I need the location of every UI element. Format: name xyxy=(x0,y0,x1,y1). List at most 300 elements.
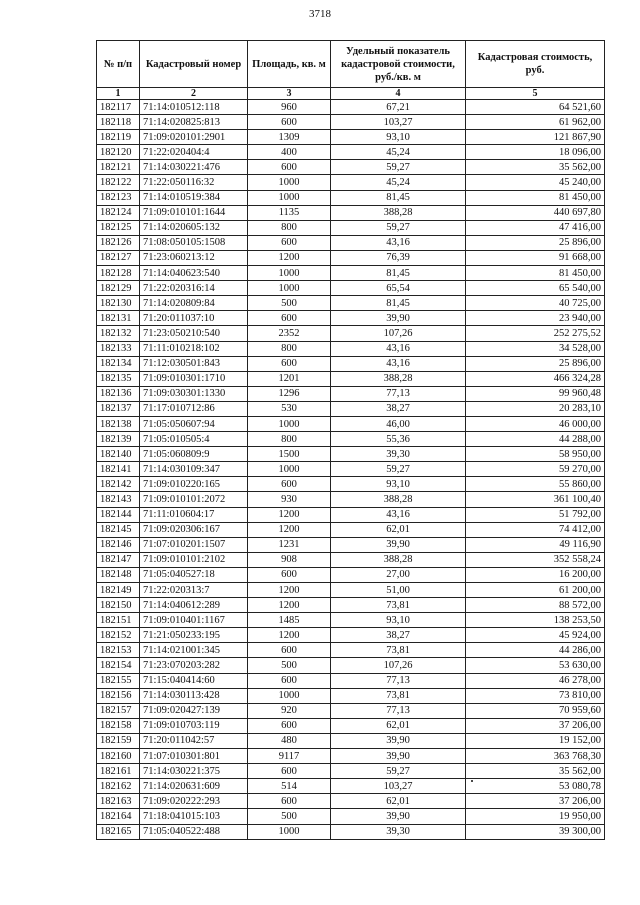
specific-value-cell: 46,00 xyxy=(331,416,466,431)
cadastral-value-cell: 53 630,00 xyxy=(466,658,605,673)
row-number-cell: 182132 xyxy=(97,326,140,341)
row-number-cell: 182144 xyxy=(97,507,140,522)
table-row xyxy=(97,235,605,250)
area-cell: 600 xyxy=(248,764,331,779)
row-number-cell: 182120 xyxy=(97,145,140,160)
table-row xyxy=(97,386,605,401)
cadastral-number-cell: 71:05:040522:488 xyxy=(140,824,248,839)
cadastral-number-cell: 71:14:020605:132 xyxy=(140,220,248,235)
cadastral-value-cell: 45 240,00 xyxy=(466,175,605,190)
area-cell: 1135 xyxy=(248,205,331,220)
cadastral-value-cell: 59 270,00 xyxy=(466,462,605,477)
specific-value-cell: 43,16 xyxy=(331,356,466,371)
specific-value-cell: 62,01 xyxy=(331,794,466,809)
cadastral-value-cell: 20 283,10 xyxy=(466,401,605,416)
cadastral-value-cell: 49 116,90 xyxy=(466,537,605,552)
row-number-cell: 182165 xyxy=(97,824,140,839)
specific-value-cell: 39,90 xyxy=(331,749,466,764)
row-number-cell: 182162 xyxy=(97,779,140,794)
row-number-cell: 182136 xyxy=(97,386,140,401)
specific-value-cell: 45,24 xyxy=(331,175,466,190)
specific-value-cell: 77,13 xyxy=(331,673,466,688)
area-cell: 1201 xyxy=(248,371,331,386)
cadastral-value-cell: 47 416,00 xyxy=(466,220,605,235)
specific-value-cell: 77,13 xyxy=(331,386,466,401)
table-row xyxy=(97,673,605,688)
specific-value-cell: 51,00 xyxy=(331,583,466,598)
area-cell: 1231 xyxy=(248,537,331,552)
cadastral-number-cell: 71:23:070203:282 xyxy=(140,658,248,673)
specific-value-cell: 39,90 xyxy=(331,809,466,824)
cadastral-number-cell: 71:07:010301:801 xyxy=(140,749,248,764)
specific-value-cell: 76,39 xyxy=(331,250,466,265)
cadastral-value-cell: 64 521,60 xyxy=(466,100,605,115)
cadastral-value-cell: 252 275,52 xyxy=(466,326,605,341)
area-cell: 1000 xyxy=(248,824,331,839)
area-cell: 514 xyxy=(248,779,331,794)
area-cell: 908 xyxy=(248,552,331,567)
specific-value-cell: 45,24 xyxy=(331,145,466,160)
area-cell: 1500 xyxy=(248,447,331,462)
area-cell: 800 xyxy=(248,341,331,356)
table-row xyxy=(97,492,605,507)
area-cell: 1200 xyxy=(248,250,331,265)
table-row xyxy=(97,733,605,748)
specific-value-cell: 39,90 xyxy=(331,733,466,748)
cadastral-value-cell: 37 206,00 xyxy=(466,794,605,809)
area-cell: 600 xyxy=(248,718,331,733)
row-number-cell: 182130 xyxy=(97,296,140,311)
cadastral-value-cell: 61 962,00 xyxy=(466,115,605,130)
row-number-cell: 182122 xyxy=(97,175,140,190)
area-cell: 1485 xyxy=(248,613,331,628)
row-number-cell: 182150 xyxy=(97,598,140,613)
area-cell: 1296 xyxy=(248,386,331,401)
column-number: 4 xyxy=(331,88,466,100)
cadastral-number-cell: 71:22:020313:7 xyxy=(140,583,248,598)
area-cell: 600 xyxy=(248,477,331,492)
row-number-cell: 182155 xyxy=(97,673,140,688)
cadastral-number-cell: 71:09:030301:1330 xyxy=(140,386,248,401)
area-cell: 600 xyxy=(248,794,331,809)
specific-value-cell: 93,10 xyxy=(331,477,466,492)
table-row xyxy=(97,250,605,265)
row-number-cell: 182118 xyxy=(97,115,140,130)
cadastral-value-cell: 34 528,00 xyxy=(466,341,605,356)
specific-value-cell: 62,01 xyxy=(331,522,466,537)
table-row xyxy=(97,718,605,733)
table-row xyxy=(97,326,605,341)
table-row xyxy=(97,266,605,281)
cadastral-value-cell: 121 867,90 xyxy=(466,130,605,145)
specific-value-cell: 73,81 xyxy=(331,598,466,613)
row-number-cell: 182157 xyxy=(97,703,140,718)
specific-value-cell: 67,21 xyxy=(331,100,466,115)
row-number-cell: 182121 xyxy=(97,160,140,175)
cadastral-number-cell: 71:12:030501:843 xyxy=(140,356,248,371)
header-cadastral-number: Кадастровый номер xyxy=(140,41,248,88)
row-number-cell: 182125 xyxy=(97,220,140,235)
header-area: Площадь, кв. м xyxy=(248,41,331,88)
column-number: 1 xyxy=(97,88,140,100)
area-cell: 530 xyxy=(248,401,331,416)
table-row xyxy=(97,130,605,145)
cadastral-value-cell: 99 960,48 xyxy=(466,386,605,401)
row-number-cell: 182154 xyxy=(97,658,140,673)
row-number-cell: 182151 xyxy=(97,613,140,628)
table-row xyxy=(97,749,605,764)
row-number-cell: 182137 xyxy=(97,401,140,416)
cadastral-number-cell: 71:09:010101:2072 xyxy=(140,492,248,507)
cadastral-number-cell: 71:09:020101:2901 xyxy=(140,130,248,145)
cadastral-value-cell: 37 206,00 xyxy=(466,718,605,733)
table-row xyxy=(97,190,605,205)
table-row xyxy=(97,477,605,492)
row-number-cell: 182146 xyxy=(97,537,140,552)
cadastral-number-cell: 71:14:020825:813 xyxy=(140,115,248,130)
specific-value-cell: 43,16 xyxy=(331,341,466,356)
specific-value-cell: 39,90 xyxy=(331,311,466,326)
area-cell: 800 xyxy=(248,432,331,447)
row-number-cell: 182153 xyxy=(97,643,140,658)
row-number-cell: 182117 xyxy=(97,100,140,115)
table-row xyxy=(97,432,605,447)
specific-value-cell: 81,45 xyxy=(331,266,466,281)
row-number-cell: 182143 xyxy=(97,492,140,507)
cadastral-number-cell: 71:14:030221:476 xyxy=(140,160,248,175)
cadastral-number-cell: 71:14:010519:384 xyxy=(140,190,248,205)
cadastral-value-cell: 40 725,00 xyxy=(466,296,605,311)
specific-value-cell: 81,45 xyxy=(331,190,466,205)
specific-value-cell: 59,27 xyxy=(331,160,466,175)
header-row-number: № п/п xyxy=(97,41,140,88)
row-number-cell: 182160 xyxy=(97,749,140,764)
specific-value-cell: 43,16 xyxy=(331,507,466,522)
cadastral-number-cell: 71:09:020427:139 xyxy=(140,703,248,718)
row-number-cell: 182161 xyxy=(97,764,140,779)
table-row xyxy=(97,341,605,356)
row-number-cell: 182140 xyxy=(97,447,140,462)
cadastral-number-cell: 71:05:010505:4 xyxy=(140,432,248,447)
cadastral-value-cell: 440 697,80 xyxy=(466,205,605,220)
cadastral-number-cell: 71:09:010101:2102 xyxy=(140,552,248,567)
specific-value-cell: 39,30 xyxy=(331,824,466,839)
cadastral-number-cell: 71:20:011042:57 xyxy=(140,733,248,748)
specific-value-cell: 27,00 xyxy=(331,567,466,582)
table-row xyxy=(97,220,605,235)
table-row xyxy=(97,583,605,598)
area-cell: 1000 xyxy=(248,266,331,281)
cadastral-number-cell: 71:09:010301:1710 xyxy=(140,371,248,386)
table-row xyxy=(97,628,605,643)
specific-value-cell: 388,28 xyxy=(331,205,466,220)
cadastral-number-cell: 71:15:040414:60 xyxy=(140,673,248,688)
table-row xyxy=(97,703,605,718)
table-row xyxy=(97,462,605,477)
cadastral-number-cell: 71:14:020631:609 xyxy=(140,779,248,794)
cadastral-value-cell: 25 896,00 xyxy=(466,356,605,371)
area-cell: 400 xyxy=(248,145,331,160)
specific-value-cell: 388,28 xyxy=(331,371,466,386)
area-cell: 1200 xyxy=(248,507,331,522)
area-cell: 1000 xyxy=(248,190,331,205)
column-number: 3 xyxy=(248,88,331,100)
row-number-cell: 182164 xyxy=(97,809,140,824)
specific-value-cell: 43,16 xyxy=(331,235,466,250)
area-cell: 600 xyxy=(248,643,331,658)
area-cell: 9117 xyxy=(248,749,331,764)
specific-value-cell: 73,81 xyxy=(331,688,466,703)
column-number: 2 xyxy=(140,88,248,100)
area-cell: 1000 xyxy=(248,688,331,703)
area-cell: 1200 xyxy=(248,522,331,537)
table-row xyxy=(97,598,605,613)
row-number-cell: 182145 xyxy=(97,522,140,537)
table-row xyxy=(97,507,605,522)
row-number-cell: 182127 xyxy=(97,250,140,265)
row-number-cell: 182126 xyxy=(97,235,140,250)
cadastral-value-cell: 53 080,78 xyxy=(466,779,605,794)
table-row xyxy=(97,537,605,552)
cadastral-number-cell: 71:14:030221:375 xyxy=(140,764,248,779)
specific-value-cell: 55,36 xyxy=(331,432,466,447)
table-row xyxy=(97,371,605,386)
cadastral-value-cell: 46 000,00 xyxy=(466,416,605,431)
row-number-cell: 182133 xyxy=(97,341,140,356)
cadastral-number-cell: 71:23:050210:540 xyxy=(140,326,248,341)
row-number-cell: 182158 xyxy=(97,718,140,733)
row-number-cell: 182129 xyxy=(97,281,140,296)
table-row xyxy=(97,401,605,416)
area-cell: 1200 xyxy=(248,628,331,643)
area-cell: 800 xyxy=(248,220,331,235)
column-number: 5 xyxy=(466,88,605,100)
cadastral-value-cell: 46 278,00 xyxy=(466,673,605,688)
specific-value-cell: 38,27 xyxy=(331,401,466,416)
area-cell: 960 xyxy=(248,100,331,115)
specific-value-cell: 59,27 xyxy=(331,764,466,779)
cadastral-number-cell: 71:14:021001:345 xyxy=(140,643,248,658)
cadastral-number-cell: 71:17:010712:86 xyxy=(140,401,248,416)
specific-value-cell: 77,13 xyxy=(331,703,466,718)
cadastral-number-cell: 71:23:060213:12 xyxy=(140,250,248,265)
table-row xyxy=(97,175,605,190)
cadastral-value-cell: 361 100,40 xyxy=(466,492,605,507)
area-cell: 1000 xyxy=(248,175,331,190)
table-row xyxy=(97,764,605,779)
cadastral-value-cell: 19 950,00 xyxy=(466,809,605,824)
cadastral-value-cell: 45 924,00 xyxy=(466,628,605,643)
row-number-cell: 182159 xyxy=(97,733,140,748)
area-cell: 1200 xyxy=(248,598,331,613)
cadastral-value-cell: 18 096,00 xyxy=(466,145,605,160)
area-cell: 500 xyxy=(248,296,331,311)
specific-value-cell: 93,10 xyxy=(331,613,466,628)
cadastral-value-cell: 58 950,00 xyxy=(466,447,605,462)
area-cell: 2352 xyxy=(248,326,331,341)
area-cell: 1000 xyxy=(248,281,331,296)
specific-value-cell: 107,26 xyxy=(331,658,466,673)
table-row xyxy=(97,160,605,175)
specific-value-cell: 388,28 xyxy=(331,552,466,567)
area-cell: 930 xyxy=(248,492,331,507)
cadastral-value-cell: 19 152,00 xyxy=(466,733,605,748)
row-number-cell: 182128 xyxy=(97,266,140,281)
cadastral-value-cell: 81 450,00 xyxy=(466,266,605,281)
cadastral-number-cell: 71:21:050233:195 xyxy=(140,628,248,643)
cadastral-number-cell: 71:11:010604:17 xyxy=(140,507,248,522)
row-number-cell: 182123 xyxy=(97,190,140,205)
cadastral-value-table xyxy=(96,40,605,840)
table-row xyxy=(97,613,605,628)
table-row xyxy=(97,688,605,703)
cadastral-number-cell: 71:14:040612:289 xyxy=(140,598,248,613)
row-number-cell: 182134 xyxy=(97,356,140,371)
table-row xyxy=(97,115,605,130)
row-number-cell: 182163 xyxy=(97,794,140,809)
table-header xyxy=(97,41,605,100)
table-row xyxy=(97,809,605,824)
row-number-cell: 182142 xyxy=(97,477,140,492)
cadastral-number-cell: 71:09:020222:293 xyxy=(140,794,248,809)
cadastral-number-cell: 71:14:020809:84 xyxy=(140,296,248,311)
specific-value-cell: 38,27 xyxy=(331,628,466,643)
header-cadastral-value: Кадастровая стоимость, руб. xyxy=(466,41,605,88)
cadastral-number-cell: 71:07:010201:1507 xyxy=(140,537,248,552)
row-number-cell: 182131 xyxy=(97,311,140,326)
table-row xyxy=(97,658,605,673)
cadastral-value-cell: 81 450,00 xyxy=(466,190,605,205)
cadastral-value-cell: 35 562,00 xyxy=(466,764,605,779)
area-cell: 1200 xyxy=(248,583,331,598)
area-cell: 600 xyxy=(248,567,331,582)
row-number-cell: 182156 xyxy=(97,688,140,703)
cadastral-number-cell: 71:09:010703:119 xyxy=(140,718,248,733)
area-cell: 600 xyxy=(248,311,331,326)
specific-value-cell: 39,90 xyxy=(331,537,466,552)
specific-value-cell: 39,30 xyxy=(331,447,466,462)
table-row xyxy=(97,794,605,809)
area-cell: 600 xyxy=(248,160,331,175)
cadastral-value-cell: 61 200,00 xyxy=(466,583,605,598)
table-row xyxy=(97,416,605,431)
area-cell: 600 xyxy=(248,235,331,250)
row-number-cell: 182139 xyxy=(97,432,140,447)
table-row xyxy=(97,281,605,296)
cadastral-number-cell: 71:22:020404:4 xyxy=(140,145,248,160)
specific-value-cell: 59,27 xyxy=(331,462,466,477)
table-row xyxy=(97,824,605,839)
cadastral-number-cell: 71:22:020316:14 xyxy=(140,281,248,296)
table-row xyxy=(97,567,605,582)
cadastral-number-cell: 71:14:030113:428 xyxy=(140,688,248,703)
area-cell: 1000 xyxy=(248,462,331,477)
table-row xyxy=(97,145,605,160)
row-number-cell: 182141 xyxy=(97,462,140,477)
cadastral-value-cell: 65 540,00 xyxy=(466,281,605,296)
cadastral-value-cell: 51 792,00 xyxy=(466,507,605,522)
row-number-cell: 182149 xyxy=(97,583,140,598)
area-cell: 920 xyxy=(248,703,331,718)
specific-value-cell: 93,10 xyxy=(331,130,466,145)
cadastral-number-cell: 71:09:010401:1167 xyxy=(140,613,248,628)
area-cell: 480 xyxy=(248,733,331,748)
specific-value-cell: 59,27 xyxy=(331,220,466,235)
specific-value-cell: 65,54 xyxy=(331,281,466,296)
cadastral-value-cell: 138 253,50 xyxy=(466,613,605,628)
cadastral-value-cell: 466 324,28 xyxy=(466,371,605,386)
cadastral-value-cell: 352 558,24 xyxy=(466,552,605,567)
cadastral-value-cell: 74 412,00 xyxy=(466,522,605,537)
cadastral-value-cell: 35 562,00 xyxy=(466,160,605,175)
cadastral-number-cell: 71:09:020306:167 xyxy=(140,522,248,537)
table-row xyxy=(97,100,605,115)
cadastral-number-cell: 71:14:010512:118 xyxy=(140,100,248,115)
page-number: 3718 xyxy=(309,8,331,20)
cadastral-value-cell: 91 668,00 xyxy=(466,250,605,265)
cadastral-number-cell: 71:22:050116:32 xyxy=(140,175,248,190)
cadastral-number-cell: 71:11:010218:102 xyxy=(140,341,248,356)
cadastral-number-cell: 71:14:040623:540 xyxy=(140,266,248,281)
row-number-cell: 182147 xyxy=(97,552,140,567)
cadastral-number-cell: 71:20:011037:10 xyxy=(140,311,248,326)
area-cell: 600 xyxy=(248,356,331,371)
specific-value-cell: 103,27 xyxy=(331,779,466,794)
specific-value-cell: 388,28 xyxy=(331,492,466,507)
area-cell: 1309 xyxy=(248,130,331,145)
table-row xyxy=(97,552,605,567)
row-number-cell: 182119 xyxy=(97,130,140,145)
cadastral-number-cell: 71:09:010220:165 xyxy=(140,477,248,492)
cadastral-value-cell: 44 286,00 xyxy=(466,643,605,658)
cadastral-value-cell: 39 300,00 xyxy=(466,824,605,839)
table-row xyxy=(97,522,605,537)
row-number-cell: 182124 xyxy=(97,205,140,220)
cadastral-number-cell: 71:05:050607:94 xyxy=(140,416,248,431)
header-specific-value: Удельный показатель кадастровой стоимости, руб./кв. м xyxy=(331,41,466,88)
table-body xyxy=(97,100,605,840)
cadastral-number-cell: 71:14:030109:347 xyxy=(140,462,248,477)
specific-value-cell: 107,26 xyxy=(331,326,466,341)
stray-mark xyxy=(471,780,473,782)
specific-value-cell: 62,01 xyxy=(331,718,466,733)
row-number-cell: 182148 xyxy=(97,567,140,582)
area-cell: 600 xyxy=(248,673,331,688)
cadastral-value-cell: 16 200,00 xyxy=(466,567,605,582)
cadastral-value-cell: 88 572,00 xyxy=(466,598,605,613)
area-cell: 500 xyxy=(248,809,331,824)
table-row xyxy=(97,356,605,371)
cadastral-number-cell: 71:18:041015:103 xyxy=(140,809,248,824)
cadastral-value-cell: 44 288,00 xyxy=(466,432,605,447)
cadastral-value-cell: 363 768,30 xyxy=(466,749,605,764)
row-number-cell: 182138 xyxy=(97,416,140,431)
cadastral-number-cell: 71:09:010101:1644 xyxy=(140,205,248,220)
cadastral-value-cell: 23 940,00 xyxy=(466,311,605,326)
cadastral-number-cell: 71:05:040527:18 xyxy=(140,567,248,582)
specific-value-cell: 103,27 xyxy=(331,115,466,130)
cadastral-value-cell: 25 896,00 xyxy=(466,235,605,250)
cadastral-value-cell: 73 810,00 xyxy=(466,688,605,703)
cadastral-value-cell: 55 860,00 xyxy=(466,477,605,492)
table-row xyxy=(97,779,605,794)
table-row xyxy=(97,296,605,311)
area-cell: 500 xyxy=(248,658,331,673)
row-number-cell: 182152 xyxy=(97,628,140,643)
area-cell: 600 xyxy=(248,115,331,130)
table-row xyxy=(97,205,605,220)
specific-value-cell: 81,45 xyxy=(331,296,466,311)
